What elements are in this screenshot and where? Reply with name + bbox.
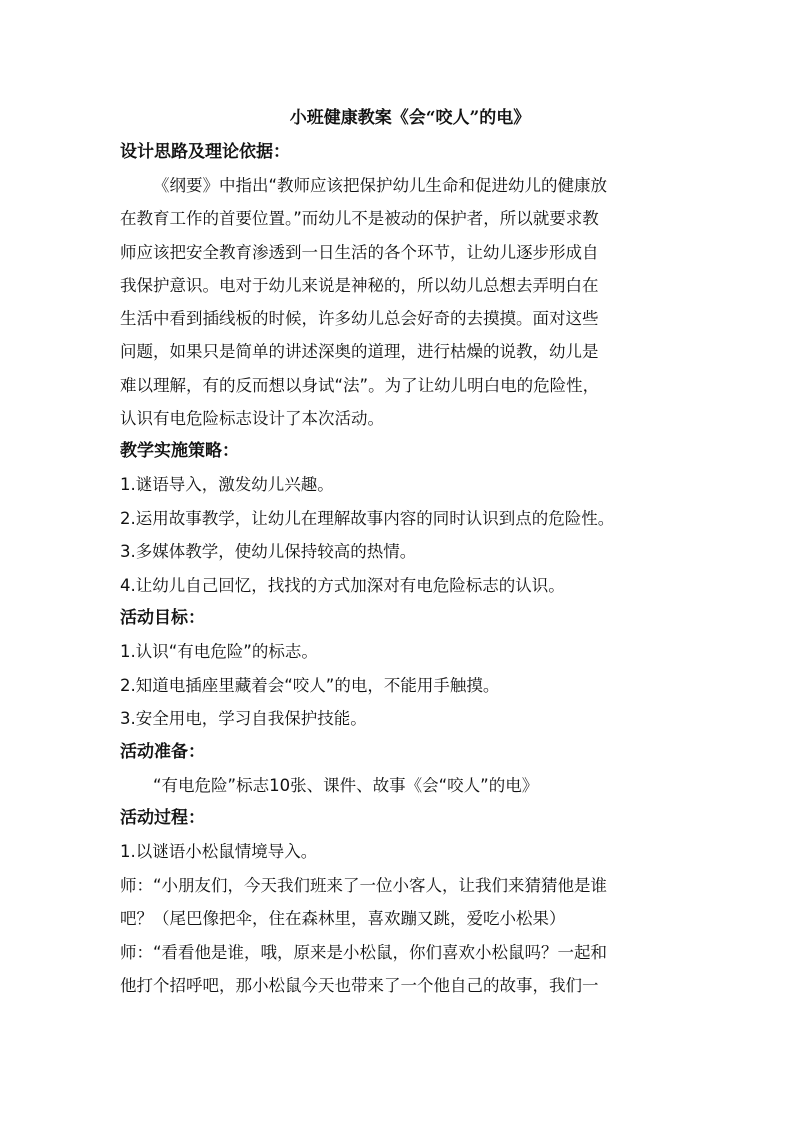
list-item: 2.运用故事教学，让幼儿在理解故事内容的同时认识到点的危险性。 bbox=[120, 508, 615, 528]
section-heading-process: 活动过程： bbox=[120, 808, 205, 829]
process-line: 吧？（尾巴像把伞，住在森林里，喜欢蹦又跳，爱吃小松果） bbox=[120, 909, 566, 929]
list-item: 3.安全用电，学习自我保护技能。 bbox=[120, 709, 367, 729]
paragraph-line: 生活中看到插线板的时候，许多幼儿总会好奇的去摸摸。面对这些 bbox=[120, 309, 599, 329]
section-heading-strategy: 教学实施策略： bbox=[120, 441, 239, 462]
prep-text: “有电危险”标志10张、课件、故事《会“咬人”的电》 bbox=[153, 775, 539, 795]
section-heading-prep: 活动准备： bbox=[120, 741, 205, 762]
process-line: 师：“看看他是谁，哦，原来是小松鼠，你们喜欢小松鼠吗？一起和 bbox=[120, 942, 608, 962]
list-item: 4.让幼儿自己回忆，找找的方式加深对有电危险标志的认识。 bbox=[120, 575, 565, 595]
section-heading-goals: 活动目标： bbox=[120, 608, 205, 629]
paragraph-line: 在教育工作的首要位置。”而幼儿不是被动的保护者，所以就要求教 bbox=[120, 209, 599, 229]
document-body bbox=[120, 104, 680, 1003]
process-line: 师：“小朋友们，今天我们班来了一位小客人，让我们来猜猜他是谁 bbox=[120, 875, 608, 895]
process-line: 他打个招呼吧，那小松鼠今天也带来了一个他自己的故事，我们一 bbox=[120, 976, 599, 996]
list-item: 2.知道电插座里藏着会“咬人”的电，不能用手触摸。 bbox=[120, 675, 500, 695]
paragraph-line: 我保护意识。电对于幼儿来说是神秘的，所以幼儿总想去弄明白在 bbox=[120, 275, 599, 295]
list-item: 1.认识“有电危险”的标志。 bbox=[120, 642, 318, 662]
paragraph-line: 师应该把安全教育渗透到一日生活的各个环节，让幼儿逐步形成自 bbox=[120, 242, 599, 262]
section-heading-design: 设计思路及理论依据： bbox=[120, 142, 290, 162]
list-item: 1.谜语导入，激发幼儿兴趣。 bbox=[120, 475, 334, 495]
paragraph-line: 《纲要》中指出“教师应该把保护幼儿生命和促进幼儿的健康放 bbox=[153, 176, 608, 195]
paragraph-line: 难以理解，有的反而想以身试“法”。为了让幼儿明白电的危险性， bbox=[120, 375, 600, 395]
paragraph-line: 问题，如果只是简单的讲述深奥的道理，进行枯燥的说教，幼儿是 bbox=[120, 342, 599, 362]
process-line: 1.以谜语小松鼠情境导入。 bbox=[120, 842, 318, 862]
paragraph-line: 认识有电危险标志设计了本次活动。 bbox=[120, 409, 384, 429]
list-item: 3.多媒体教学，使幼儿保持较高的热情。 bbox=[120, 542, 417, 562]
paragraph-design bbox=[120, 169, 680, 435]
document-title: 小班健康教案《会“咬人”的电》 bbox=[289, 108, 531, 128]
